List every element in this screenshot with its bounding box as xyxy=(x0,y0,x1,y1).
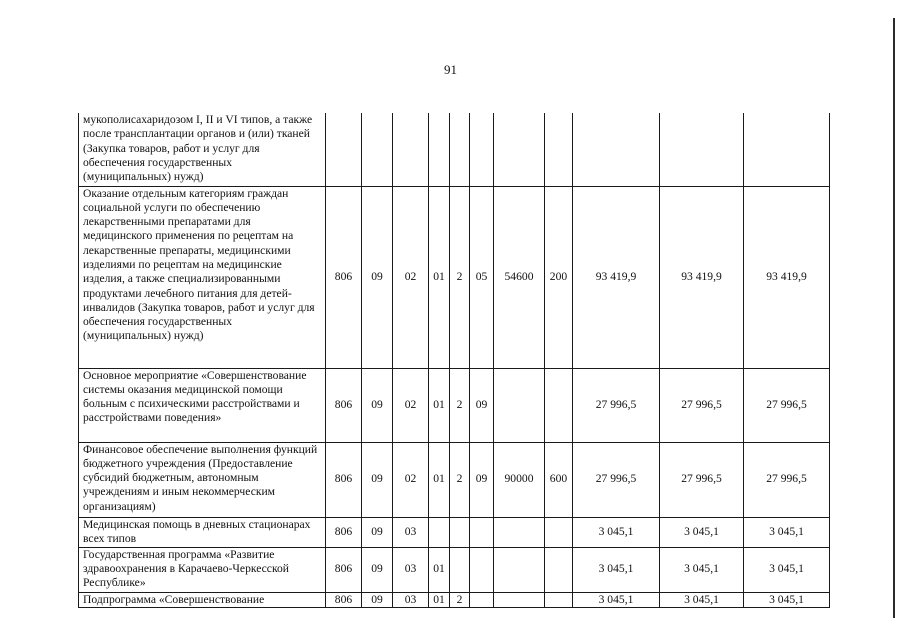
cell-section xyxy=(362,113,393,186)
cell-sum-year-3: 3 045,1 xyxy=(744,592,830,607)
cell-direction xyxy=(494,113,545,186)
cell-subprogram xyxy=(450,113,470,186)
cell-ministry: 806 xyxy=(326,517,362,547)
cell-ministry: 806 xyxy=(326,547,362,592)
cell-program: 01 xyxy=(429,368,450,442)
cell-section: 09 xyxy=(362,186,393,368)
cell-ministry: 806 xyxy=(326,368,362,442)
row-name: Государственная программа «Развитие здравоохранения в Карачаево-Черкесской Республике» xyxy=(79,547,326,592)
cell-expense-type xyxy=(545,592,573,607)
scan-edge-line xyxy=(893,18,895,618)
cell-expense-type xyxy=(545,113,573,186)
cell-direction: 90000 xyxy=(494,442,545,517)
cell-sum-year-2: 3 045,1 xyxy=(660,547,744,592)
cell-subsection: 02 xyxy=(393,186,429,368)
cell-sum-year-1: 3 045,1 xyxy=(573,592,660,607)
cell-expense-type xyxy=(545,547,573,592)
cell-sum-year-3: 27 996,5 xyxy=(744,442,830,517)
cell-event: 09 xyxy=(470,442,494,517)
row-name: Подпрограмма «Совершенствование xyxy=(79,592,326,607)
table-row xyxy=(79,442,830,517)
cell-subprogram: 2 xyxy=(450,186,470,368)
cell-subprogram: 2 xyxy=(450,442,470,517)
cell-program xyxy=(429,113,450,186)
cell-event xyxy=(470,113,494,186)
cell-sum-year-1: 93 419,9 xyxy=(573,186,660,368)
cell-sum-year-1 xyxy=(573,113,660,186)
cell-direction xyxy=(494,517,545,547)
row-name: Основное мероприятие «Совершенствование системы оказания медицинской помощи больным с психическими расстройствами и расстройствами поведения» xyxy=(79,368,326,442)
cell-subsection: 03 xyxy=(393,547,429,592)
cell-ministry: 806 xyxy=(326,592,362,607)
cell-subsection: 03 xyxy=(393,592,429,607)
page-number: 91 xyxy=(444,62,457,77)
cell-expense-type xyxy=(545,368,573,442)
cell-section: 09 xyxy=(362,442,393,517)
row-name: Финансовое обеспечение выполнения функций бюджетного учреждения (Предоставление субсидий бюджетным, автономным учреждениям и иным некоммерческим организациям) xyxy=(79,442,326,517)
cell-expense-type: 200 xyxy=(545,186,573,368)
cell-direction xyxy=(494,592,545,607)
cell-program xyxy=(429,517,450,547)
cell-sum-year-3: 27 996,5 xyxy=(744,368,830,442)
table-row xyxy=(79,517,830,547)
cell-sum-year-1: 27 996,5 xyxy=(573,368,660,442)
row-name: Медицинская помощь в дневных стационарах всех типов xyxy=(79,517,326,547)
cell-subsection: 02 xyxy=(393,368,429,442)
cell-subprogram xyxy=(450,547,470,592)
cell-sum-year-2: 27 996,5 xyxy=(660,368,744,442)
cell-event xyxy=(470,547,494,592)
cell-sum-year-3: 3 045,1 xyxy=(744,517,830,547)
cell-event: 05 xyxy=(470,186,494,368)
cell-program: 01 xyxy=(429,186,450,368)
cell-ministry xyxy=(326,113,362,186)
table-row xyxy=(79,113,830,186)
cell-expense-type xyxy=(545,517,573,547)
cell-event xyxy=(470,517,494,547)
cell-subprogram: 2 xyxy=(450,368,470,442)
cell-direction xyxy=(494,368,545,442)
cell-sum-year-3: 3 045,1 xyxy=(744,547,830,592)
cell-sum-year-2: 27 996,5 xyxy=(660,442,744,517)
row-name: мукополисахаридозом I, II и VI типов, а также после трансплантации органов и (или) тканей (Закупка товаров, работ и услуг для обеспечения государственных (муниципальных) нужд) xyxy=(79,113,326,186)
cell-program: 01 xyxy=(429,547,450,592)
cell-subprogram xyxy=(450,517,470,547)
cell-direction xyxy=(494,547,545,592)
table-row xyxy=(79,368,830,442)
cell-event: 09 xyxy=(470,368,494,442)
cell-sum-year-3: 93 419,9 xyxy=(744,186,830,368)
cell-section: 09 xyxy=(362,592,393,607)
table-row xyxy=(79,547,830,592)
cell-section: 09 xyxy=(362,547,393,592)
cell-subsection xyxy=(393,113,429,186)
budget-table xyxy=(78,113,830,608)
cell-program: 01 xyxy=(429,592,450,607)
cell-subsection: 02 xyxy=(393,442,429,517)
row-name: Оказание отдельным категориям граждан социальной услуги по обеспечению лекарственными препаратами для медицинского применения по рецептам на лекарственные препараты, медицинскими изделиями по рецептам на медицинские изделия, а также специализированными продуктами лечебного питания для детей-инвалидов (Закупка товаров, работ и услуг для обеспечения государственных (муниципальных) нужд) xyxy=(79,186,326,368)
cell-sum-year-1: 27 996,5 xyxy=(573,442,660,517)
cell-sum-year-2 xyxy=(660,113,744,186)
cell-expense-type: 600 xyxy=(545,442,573,517)
cell-sum-year-1: 3 045,1 xyxy=(573,517,660,547)
cell-ministry: 806 xyxy=(326,442,362,517)
cell-sum-year-2: 93 419,9 xyxy=(660,186,744,368)
cell-sum-year-2: 3 045,1 xyxy=(660,517,744,547)
cell-direction: 54600 xyxy=(494,186,545,368)
cell-program: 01 xyxy=(429,442,450,517)
table-row xyxy=(79,592,830,607)
table-row xyxy=(79,186,830,368)
cell-subsection: 03 xyxy=(393,517,429,547)
cell-event xyxy=(470,592,494,607)
cell-section: 09 xyxy=(362,368,393,442)
cell-sum-year-1: 3 045,1 xyxy=(573,547,660,592)
cell-subprogram: 2 xyxy=(450,592,470,607)
cell-ministry: 806 xyxy=(326,186,362,368)
cell-section: 09 xyxy=(362,517,393,547)
cell-sum-year-2: 3 045,1 xyxy=(660,592,744,607)
cell-sum-year-3 xyxy=(744,113,830,186)
